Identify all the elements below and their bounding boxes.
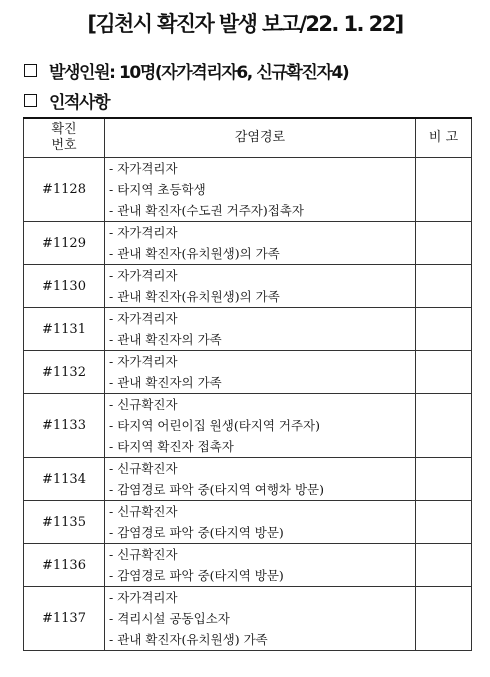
route-line: - 신규확진자 — [109, 547, 178, 562]
infection-route-cell — [105, 222, 416, 265]
column-header-note: 비 고 — [416, 118, 472, 158]
route-line: - 관내 확진자(유치원생)의 가족 — [109, 289, 280, 304]
infection-route-cell — [105, 308, 416, 351]
table-row — [24, 587, 472, 651]
route-line: - 감염경로 파악 중(타지역 여행차 방문) — [109, 482, 324, 497]
route-line: - 자가격리자 — [109, 354, 178, 369]
route-line: - 관내 확진자(유치원생) 가족 — [109, 632, 268, 647]
infection-route-cell — [105, 265, 416, 308]
note-cell — [416, 351, 472, 394]
table-body — [24, 158, 472, 651]
route-line: - 타지역 어린이집 원생(타지역 거주자) — [109, 418, 320, 433]
route-line: - 관내 확진자(수도권 거주자)접촉자 — [109, 203, 304, 218]
column-header-case-number — [24, 118, 105, 158]
report-title: [김천시 확진자 발생 보고/22. 1. 22] — [87, 12, 403, 36]
summary-text: 발생인원: 10명(자가격리자6, 신규확진자4) — [49, 63, 349, 83]
table-row — [24, 158, 472, 222]
case-number-cell: #1132 — [24, 351, 105, 394]
table-row — [24, 308, 472, 351]
case-number-cell: #1134 — [24, 458, 105, 501]
case-number-cell: #1135 — [24, 501, 105, 544]
route-line: - 자가격리자 — [109, 311, 178, 326]
checkbox-square-icon — [24, 64, 37, 77]
case-number-cell: #1133 — [24, 394, 105, 458]
table-row — [24, 458, 472, 501]
table-row — [24, 501, 472, 544]
summary-section — [24, 58, 348, 83]
route-line: - 격리시설 공동입소자 — [109, 611, 230, 626]
table-row — [24, 222, 472, 265]
table-row — [24, 544, 472, 587]
note-cell — [416, 158, 472, 222]
infection-route-cell — [105, 351, 416, 394]
note-cell — [416, 222, 472, 265]
note-cell — [416, 458, 472, 501]
table-row — [24, 265, 472, 308]
route-line: - 관내 확진자(유치원생)의 가족 — [109, 246, 280, 261]
header-label: 확진 — [51, 122, 77, 137]
infection-route-cell — [105, 158, 416, 222]
route-line: - 신규확진자 — [109, 397, 178, 412]
case-table — [23, 117, 472, 651]
route-line: - 감염경로 파악 중(타지역 방문) — [109, 568, 284, 583]
route-line: - 감염경로 파악 중(타지역 방문) — [109, 525, 284, 540]
infection-route-cell — [105, 458, 416, 501]
case-number-cell: #1130 — [24, 265, 105, 308]
route-line: - 타지역 확진자 접촉자 — [109, 439, 234, 454]
table-header-row — [24, 118, 472, 158]
infection-route-cell — [105, 394, 416, 458]
header-label: 번호 — [51, 138, 77, 153]
note-cell — [416, 308, 472, 351]
note-cell — [416, 501, 472, 544]
case-number-cell: #1129 — [24, 222, 105, 265]
checkbox-square-icon — [24, 94, 37, 107]
table-row — [24, 351, 472, 394]
route-line: - 신규확진자 — [109, 461, 178, 476]
note-cell — [416, 265, 472, 308]
table-row — [24, 394, 472, 458]
case-number-cell: #1131 — [24, 308, 105, 351]
infection-route-cell — [105, 501, 416, 544]
note-cell — [416, 394, 472, 458]
route-line: - 자가격리자 — [109, 590, 178, 605]
route-line: - 관내 확진자의 가족 — [109, 332, 222, 347]
case-number-cell: #1128 — [24, 158, 105, 222]
route-line: - 타지역 초등학생 — [109, 182, 206, 197]
route-line: - 신규확진자 — [109, 504, 178, 519]
route-line: - 관내 확진자의 가족 — [109, 375, 222, 390]
note-cell — [416, 587, 472, 651]
case-number-cell: #1137 — [24, 587, 105, 651]
infection-route-cell — [105, 544, 416, 587]
details-heading: 인적사항 — [49, 93, 110, 113]
route-line: - 자가격리자 — [109, 268, 178, 283]
details-section — [24, 88, 109, 113]
route-line: - 자가격리자 — [109, 225, 178, 240]
route-line: - 자가격리자 — [109, 161, 178, 176]
note-cell — [416, 544, 472, 587]
case-number-cell: #1136 — [24, 544, 105, 587]
infection-route-cell — [105, 587, 416, 651]
column-header-route: 감염경로 — [105, 118, 416, 158]
